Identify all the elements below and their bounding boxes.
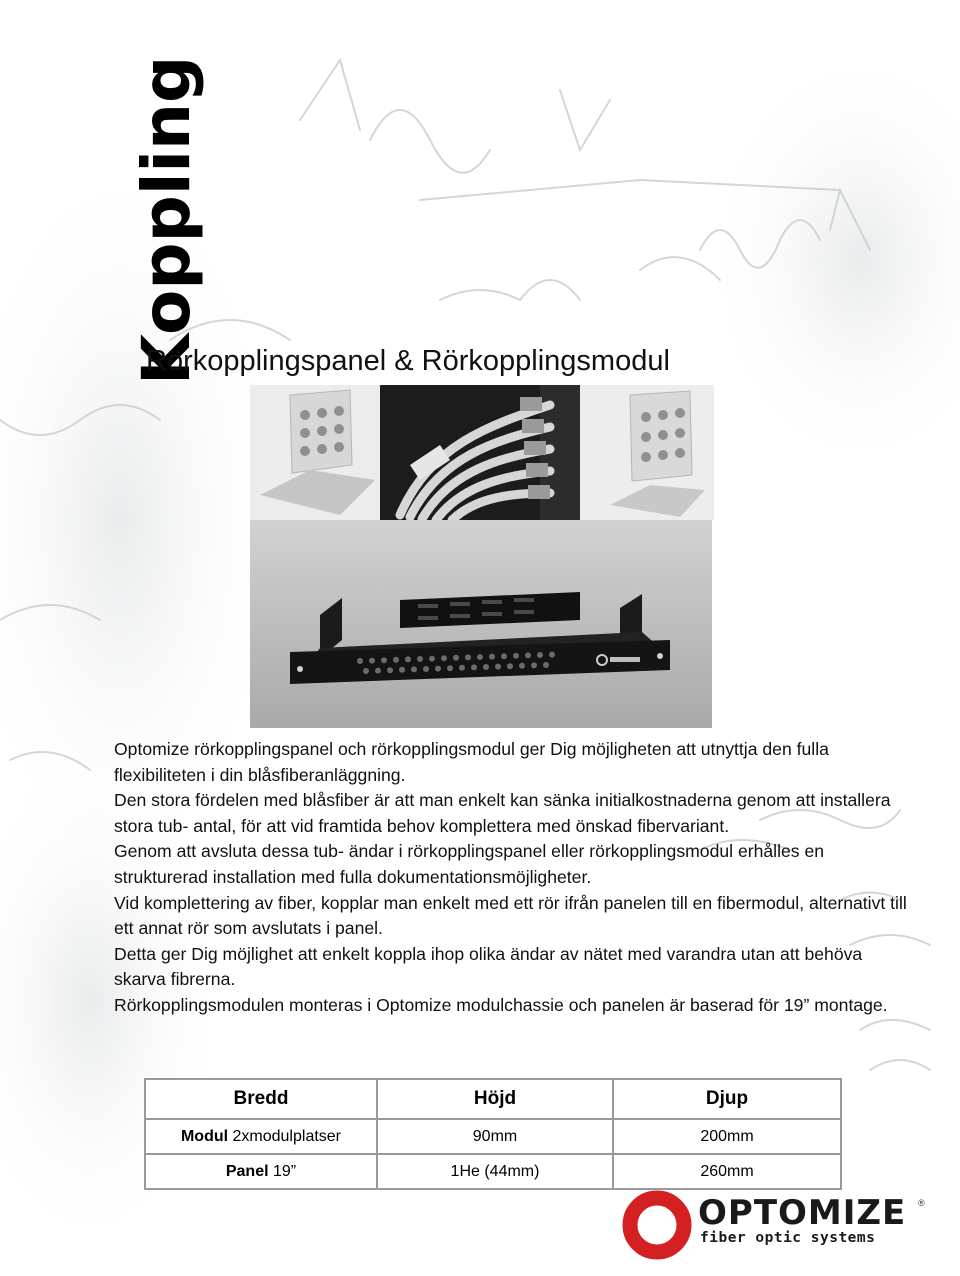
row-label-bold: Modul [180,1127,229,1145]
logo-tagline: fiber optic systems [700,1230,876,1246]
row-height: 1He (44mm) [377,1154,613,1189]
paragraph: Detta ger Dig möjlighet att enkelt koppla ihop olika ändar av nätet med varandra utan att behöva skarva fibrerna. [114,943,863,990]
row-depth: 260mm [613,1154,841,1189]
row-label-bold: Panel [225,1162,269,1180]
left-bracket-photo [250,385,380,520]
row-depth: 200mm [613,1119,841,1154]
coupler-photo-strip [250,385,714,520]
paragraph: Optomize rörkopplingspanel och rörkopplingsmodul ger Dig möjligheten att utnyttja den fulla flexibiliteten i din blåsfiberanläggning. [114,739,829,785]
row-height: 90mm [377,1119,613,1154]
paragraph: Vid komplettering av fiber, kopplar man enkelt med ett rör ifrån panelen till en fibermodul, alternativt till ett annat rör som avslutats i panel. [114,892,907,939]
row-label-value: 2xmodulplatser [228,1127,342,1145]
page-title: Koppling [128,55,205,385]
row-label [145,1154,377,1189]
table-row [145,1119,841,1154]
header-depth: Djup [613,1079,841,1119]
rack-panel-photo [250,520,712,728]
dimensions-table [144,1078,842,1190]
optomize-logo [622,1190,932,1260]
page-title-vertical [72,40,205,385]
cable-couplers-photo [380,385,580,520]
logo-wordmark: OPTOMIZE [698,1193,907,1233]
right-bracket-photo [580,385,714,520]
paragraph: Den stora fördelen med blåsfiber är att man enkelt kan sänka initialkostnaderna genom att installera stora tub- antal, för att vid framtida behov komplettera med önskad fibervariant. [114,790,891,836]
table-header-row [145,1079,841,1119]
paragraph: Rörkopplingsmodulen monteras i Optomize modulchassie och panelen är baserad för 19” montage. [114,994,888,1015]
logo-ring-icon [622,1190,692,1260]
logo-registered-mark: ® [918,1198,925,1208]
body-text [114,737,914,1019]
row-label-value: 19” [268,1162,297,1180]
header-height: Höjd [377,1079,613,1119]
row-label [145,1119,377,1154]
header-width: Bredd [145,1079,377,1119]
paragraph: Genom att avsluta dessa tub- ändar i rörkopplingspanel eller rörkopplingsmodul erhålles en strukturerad installation med fulla dokumentationsmöjligheter. [114,841,825,887]
table-row [145,1154,841,1189]
page-subtitle: Rörkopplingspanel & Rörkopplingsmodul [146,345,670,377]
